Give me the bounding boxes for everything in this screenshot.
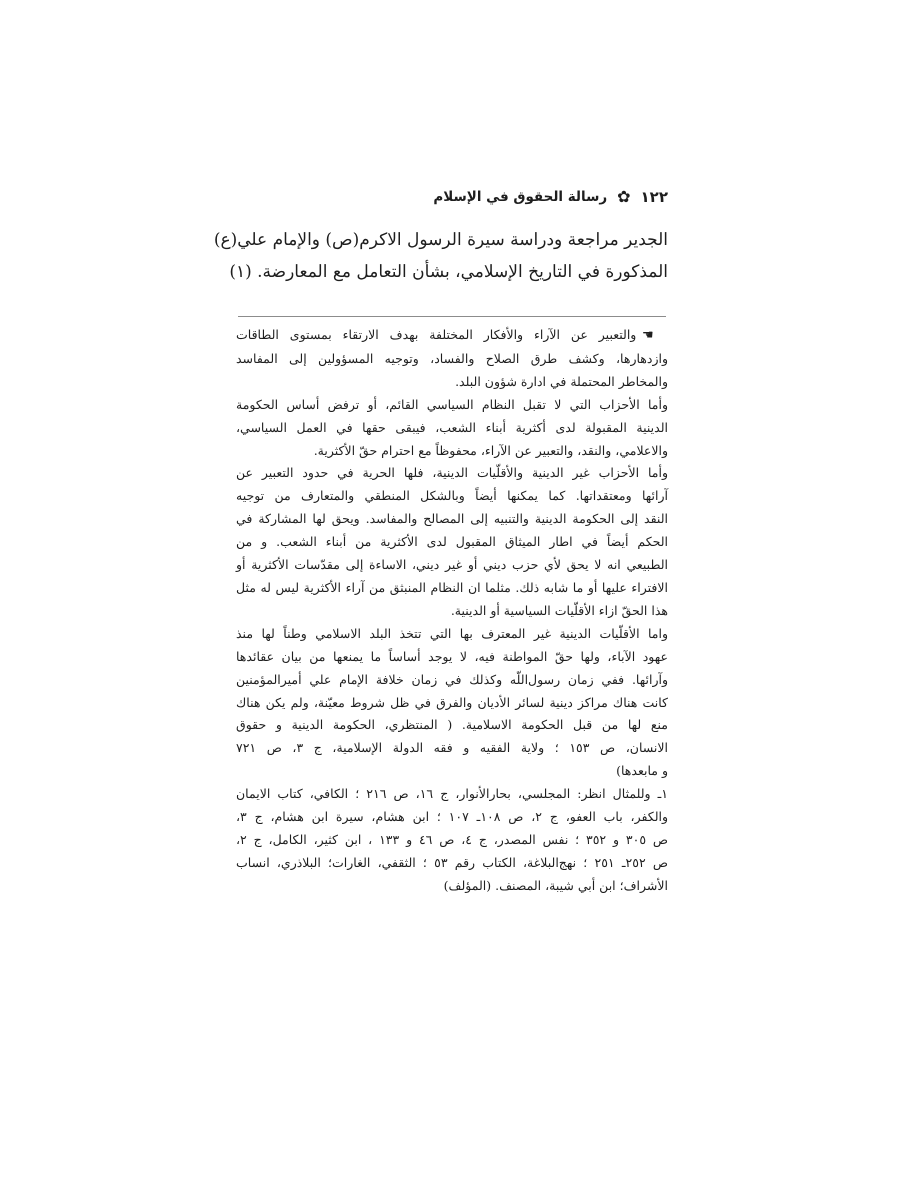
footnote-line: الأشراف؛ ابن أبي شيبة، المصنف. (المؤلف) <box>443 877 668 893</box>
footnote-line: ص ٣٠٥ و ٣٥٢ ؛ نفس المصدر، ج ٤، ص ٤٦ و ١٣٣ ، ابن كثير، الكامل، ج ٢، <box>236 831 669 847</box>
running-title: رسالة الحقوق في الإسلام <box>433 189 608 205</box>
footnote-line: النقد إلى الحكومة الدينية والتنبيه إلى المصالح والمفاسد. ويحق لها المشاركة في <box>236 511 668 527</box>
footnote-divider <box>238 316 666 317</box>
footnote-line: ١ـ وللمثال انظر: المجلسي، بحارالأنوار، ج ١٦، ص ٢١٦ ؛ الكافي، كتاب الايمان <box>236 786 668 802</box>
main-text <box>213 224 668 288</box>
footnote-line: و مابعدها) <box>616 763 668 779</box>
main-text-line: المذكورة في التاريخ الإسلامي، بشأن التعامل مع المعارضة. (١) <box>229 262 668 282</box>
footnote-line: والاعلامي، والنقد، والتعبير عن الآراء، محفوظاً مع احترام حقّ الأكثرية. <box>313 442 668 458</box>
footnote-line: الافتراء عليها أو ما شابه ذلك. مثلما ان النظام المنبثق من آراء الأكثرية ليس له مثل <box>236 579 668 595</box>
footnote-line: كانت هناك مراكز دينية لسائر الأديان والفرق في ظل شروط معيّنة، ولم يكن هناك <box>236 694 668 710</box>
footnote-line: آرائها ومعتقداتها. كما يمكنها أيضاً وبالشكل المنطقي والمتعارف من توجيه <box>236 488 668 504</box>
page-header <box>240 182 668 212</box>
footnote-line: وآرائها. ففي زمان رسول‌اللّه وكذلك في زمان خلافة الإمام علي أميرالمؤمنين <box>236 671 668 687</box>
footnote-line: منع لها من قبل الحكومة الاسلامية. ( المنتظري، الحكومة الدينية و حقوق <box>236 717 668 733</box>
footnote-line: وأما الأحزاب غير الدينية والأقلّيات الدينية، فلها الحرية في حدود التعبير عن <box>236 465 668 481</box>
footnote-line: الحكم أيضاً في اطار الميثاق المقبول لدى الأكثرية من أبناء الشعب. و من <box>236 534 668 550</box>
footnote-line: هذا الحقّ ازاء الأقلّيات السياسية أو الدينية. <box>450 602 668 618</box>
footnote-line: الانسان، ص ١٥٣ ؛ ولاية الفقيه و فقه الدولة الإسلامية، ج ٣، ص ٧٢١ <box>236 740 669 756</box>
footnotes <box>236 324 668 898</box>
footnote-line: والكفر، باب العفو، ج ٢، ص ١٠٨ـ ١٠٧ ؛ ابن هشام، سيرة ابن هشام، ج ٣، <box>236 809 669 825</box>
footnote-line: وأما الأحزاب التي لا تقبل النظام السياسي القائم، أو ترفض أساس الحكومة <box>236 396 668 412</box>
flower-ornament-icon: ✿ <box>617 187 631 206</box>
pointing-hand-icon: ☛ <box>642 328 654 343</box>
footnote-line: ص ٢٥٢ـ ٢٥١ ؛ نهج‌البلاغة، الكتاب رقم ٥٣ ؛ الثقفي، الغارات؛ البلاذري، انساب <box>236 854 668 870</box>
main-text-line: الجدير مراجعة ودراسة سيرة الرسول الاكرم(ص) والإمام علي(ع) <box>213 230 668 250</box>
footnote-line <box>236 324 668 348</box>
footnote-line: والمخاطر المحتملة في ادارة شؤون البلد. <box>455 373 668 389</box>
footnote-line: الدينية المقبولة لدى أكثرية أبناء الشعب، فيبقى حقها في العمل السياسي، <box>236 419 668 435</box>
footnote-line-text: والتعبير عن الآراء والأفكار المختلفة بهدف الارتقاء بمستوى الطاقات <box>236 327 637 342</box>
footnote-line: الطبيعي انه لا يحق لأي حزب ديني أو غير ديني، الاساءة إلى مقدّسات الأكثرية أو <box>236 557 668 573</box>
footnote-line: وازدهارها، وكشف طرق الصلاح والفساد، وتوجيه المسؤولين إلى المفاسد <box>236 350 668 366</box>
footnote-line: عهود الآباء، ولها حقّ المواطنة فيه، لا يوجد أساساً ما يمنعها من بيان عقائدها <box>236 648 668 664</box>
page-number: ١٢٢ <box>640 188 668 206</box>
footnote-line: واما الأقلّيات الدينية غير المعترف بها التي تتخذ البلد الاسلامي وطناً لها منذ <box>236 625 668 641</box>
